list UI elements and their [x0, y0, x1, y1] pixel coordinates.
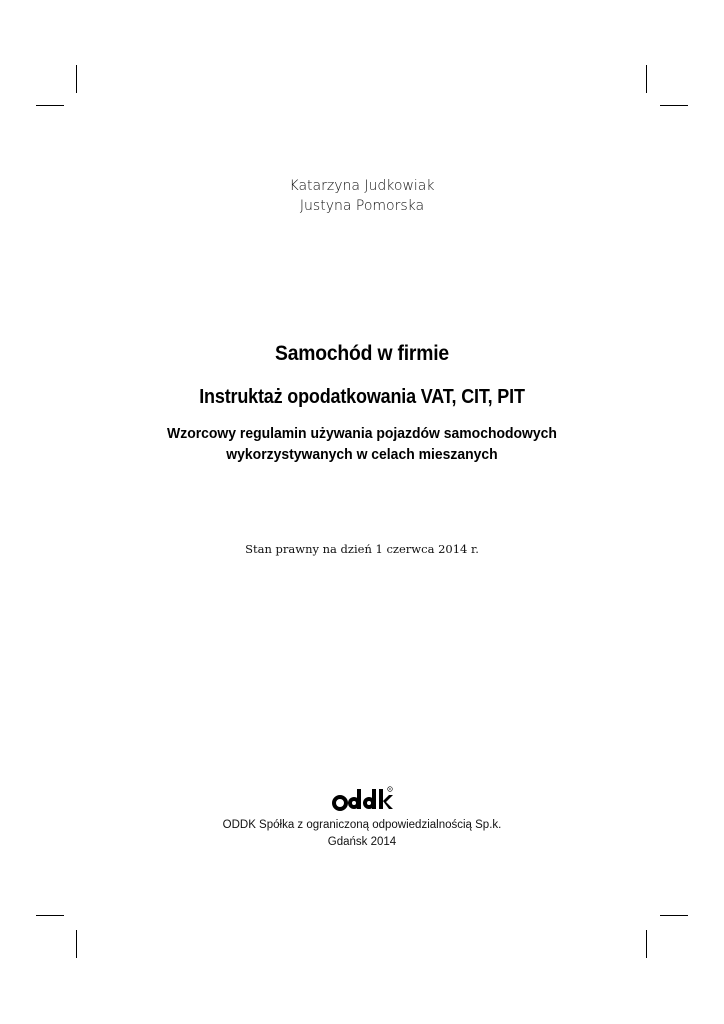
- author-name: Katarzyna Judkowiak: [289, 178, 435, 194]
- crop-mark-bottom-right-vertical: [646, 930, 647, 958]
- description-line: Wzorcowy regulamin używania pojazdów samochodowych: [167, 425, 557, 442]
- crop-mark-bottom-left-horizontal: [36, 915, 64, 916]
- svg-text:R: R: [388, 787, 392, 792]
- publisher-name: ODDK Spółka z ograniczoną odpowiedzialnością Sp.k.: [222, 819, 502, 831]
- book-title: Samochód w firmie: [274, 342, 449, 365]
- crop-mark-top-right-vertical: [646, 65, 647, 93]
- crop-mark-bottom-left-vertical: [76, 930, 77, 958]
- publisher-place-year: Gdańsk 2014: [327, 836, 397, 848]
- crop-mark-bottom-right-horizontal: [660, 915, 688, 916]
- crop-mark-top-left-vertical: [76, 65, 77, 93]
- book-description: [25, 423, 698, 465]
- legal-state-note: Stan prawny na dzień 1 czerwca 2014 r.: [245, 542, 479, 556]
- book-subtitle: Instruktaż opodatkowania VAT, CIT, PIT: [199, 386, 525, 408]
- oddk-logo: [332, 786, 394, 812]
- description-line: wykorzystywanych w celach mieszanych: [226, 446, 498, 463]
- crop-mark-top-left-horizontal: [36, 105, 64, 106]
- author-name: Justyna Pomorska: [299, 198, 425, 214]
- publisher-block: [0, 817, 724, 851]
- crop-mark-top-right-horizontal: [660, 105, 688, 106]
- authors-block: [0, 176, 724, 216]
